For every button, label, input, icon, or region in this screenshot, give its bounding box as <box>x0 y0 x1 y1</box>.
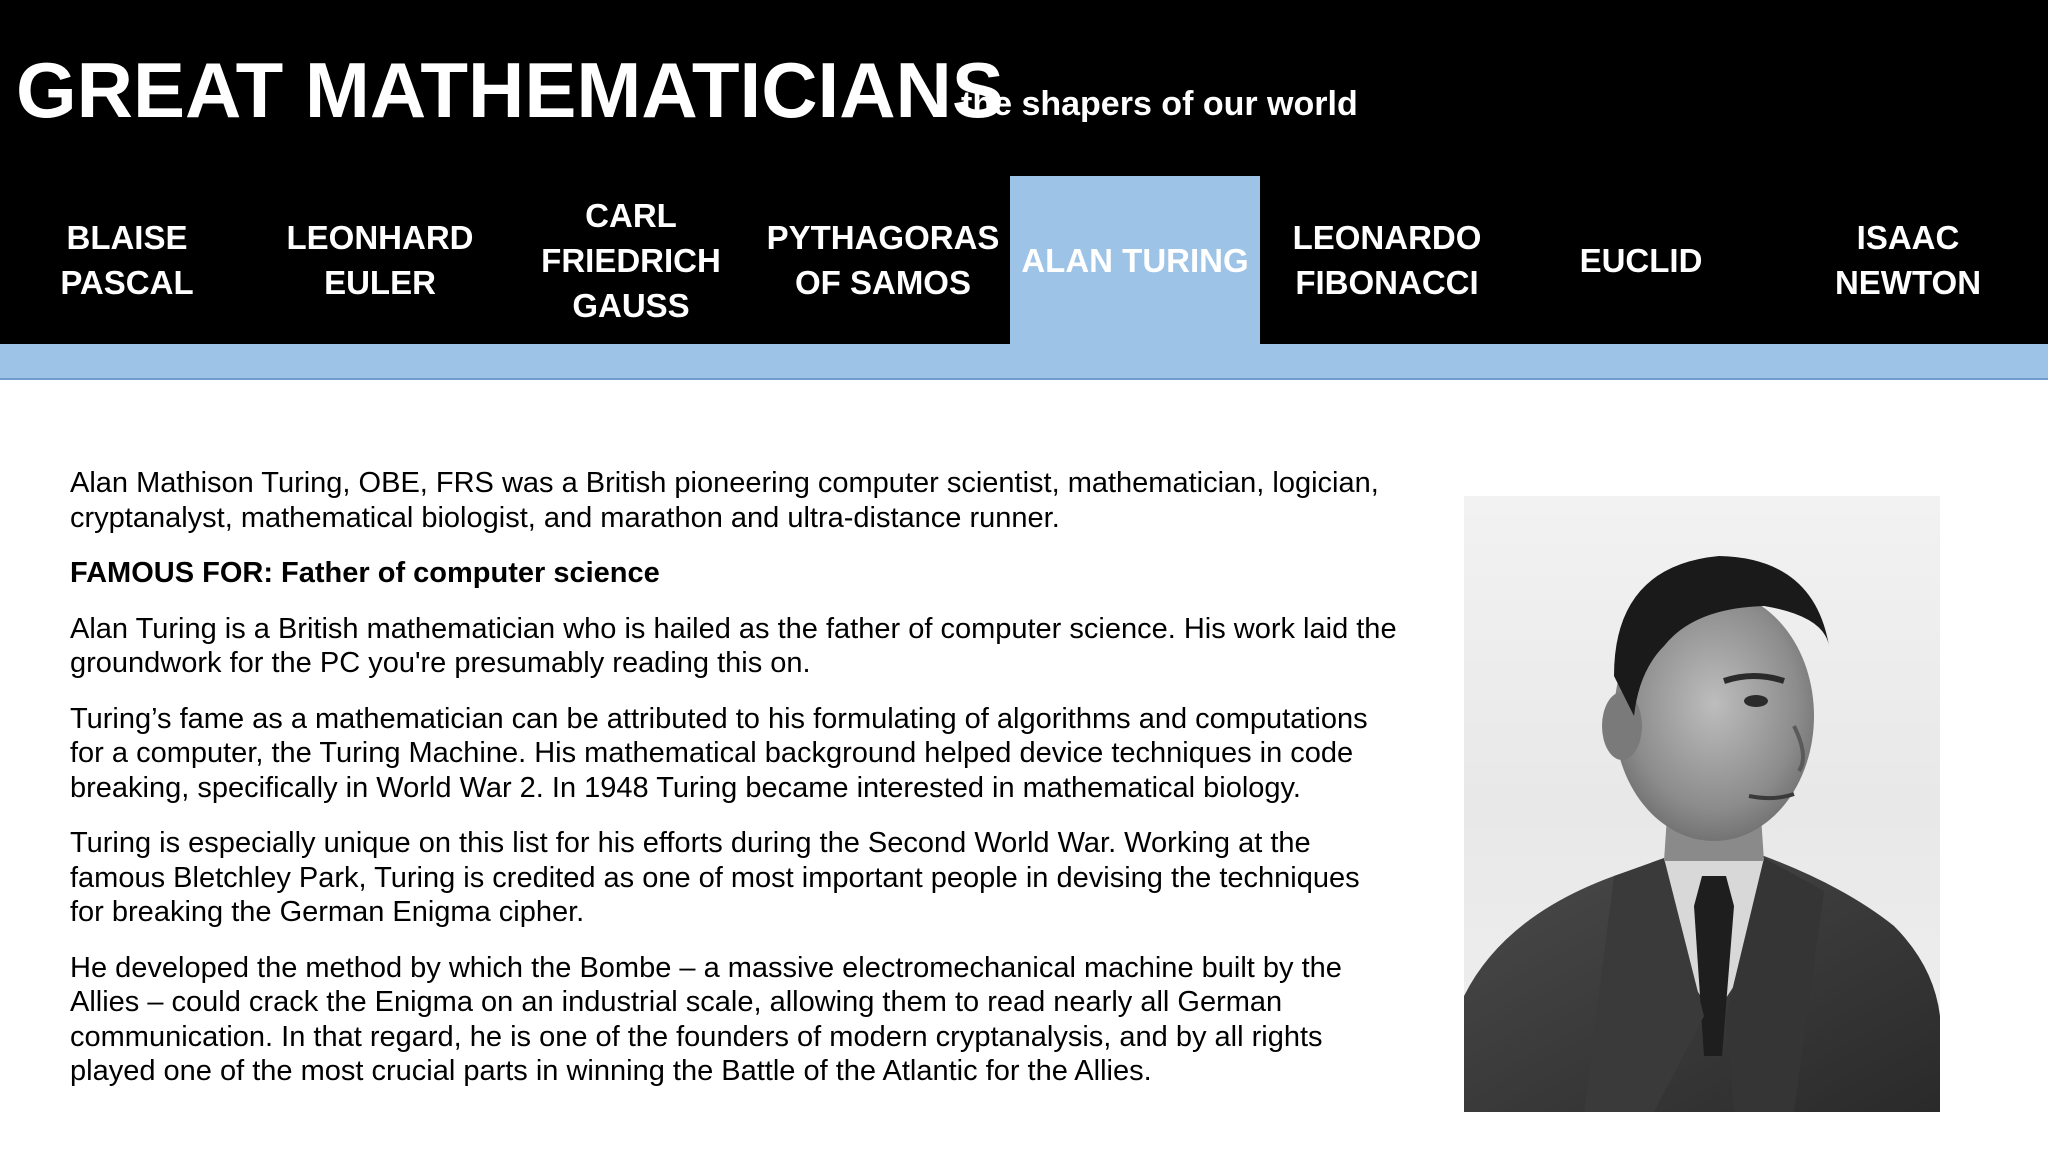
nav-item-isaac-newton[interactable] <box>1768 176 2048 344</box>
mathematician-nav <box>0 176 2048 344</box>
nav-item-leonardo-fibonacci[interactable] <box>1260 176 1514 344</box>
nav-item-label: PYTHAGORAS OF SAMOS <box>766 219 1000 301</box>
nav-item-label: CARL FRIEDRICH GAUSS <box>541 196 721 324</box>
nav-item-label: BLAISE PASCAL <box>60 219 194 301</box>
article-intro: Alan Mathison Turing, OBE, FRS was a British pioneering computer scientist, mathematician, logician, cryptanalyst, mathematical biologist, and marathon and ultra-distance runner. <box>70 467 1379 534</box>
article-paragraph: Turing’s fame as a mathematician can be attributed to his formulating of algorithms and computations for a computer, the Turing Machine. His mathematical background helped device techniques in code breaking, specifically in World War 2. In 1948 Turing became interested in mathematical biology. <box>70 702 1368 804</box>
nav-item-pythagoras-of-samos[interactable] <box>756 176 1010 344</box>
site-header <box>0 0 2048 176</box>
nav-item-carl-friedrich-gauss[interactable] <box>506 176 756 344</box>
article-paragraph: He developed the method by which the Bombe – a massive electromechanical machine built by the Allies – could crack the Enigma on an industrial scale, allowing them to read nearly all German communication. In that regard, he is one of the founders of modern cryptanalysis, and by all rights played one of the most crucial parts in winning the Battle of the Atlantic for the Allies. <box>70 951 1342 1087</box>
article-body <box>70 466 1400 1110</box>
nav-item-label: LEONHARD EULER <box>286 219 474 301</box>
nav-item-label: ALAN TURING <box>1021 241 1249 279</box>
portrait-illustration <box>1464 496 1940 1112</box>
article-paragraph: Turing is especially unique on this list for his efforts during the Second World War. Working at the famous Bletchley Park, Turing is credited as one of most important people in devising the techniques for breaking the German Enigma cipher. <box>70 827 1360 928</box>
nav-item-label: EUCLID <box>1579 241 1703 279</box>
site-title: GREAT MATHEMATICIANS <box>16 46 1004 134</box>
nav-item-euclid[interactable] <box>1514 176 1768 344</box>
nav-item-leonhard-euler[interactable] <box>254 176 506 344</box>
site-subtitle: the shapers of our world <box>961 85 1358 123</box>
famous-for: FAMOUS FOR: Father of computer science <box>70 557 660 589</box>
nav-accent-band <box>0 344 2048 380</box>
nav-item-label: ISAAC NEWTON <box>1834 219 1982 301</box>
article-paragraph: Alan Turing is a British mathematician who is hailed as the father of computer science. His work laid the groundwork for the PC you're presumably reading this on. <box>70 612 1397 679</box>
nav-item-alan-turing[interactable] <box>1010 176 1260 344</box>
portrait-photo <box>1464 496 1940 1112</box>
nav-item-blaise-pascal[interactable] <box>0 176 254 344</box>
nav-item-label: LEONARDO FIBONACCI <box>1292 219 1482 301</box>
